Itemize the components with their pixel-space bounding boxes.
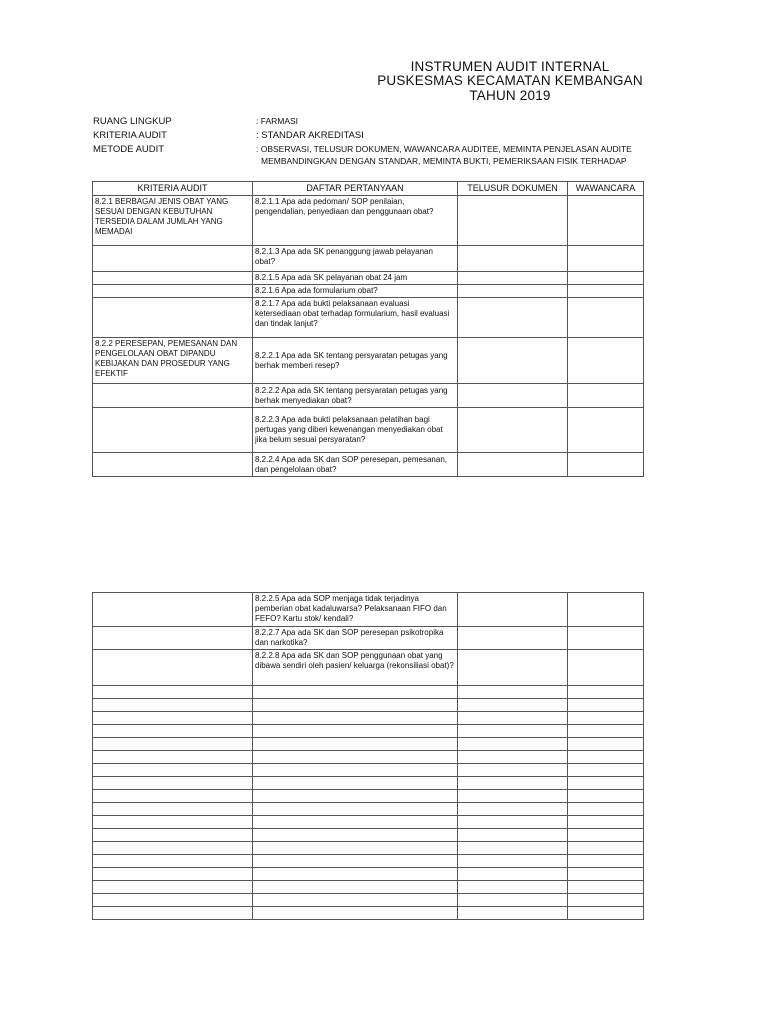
table-row-empty (93, 738, 644, 751)
table-row (93, 384, 644, 408)
table-row-empty (93, 712, 644, 725)
telusur-dokumen-cell[interactable] (458, 777, 568, 790)
wawancara-cell[interactable] (568, 298, 644, 338)
telusur-dokumen-cell[interactable] (458, 272, 568, 285)
pertanyaan-cell (253, 686, 458, 699)
kriteria-audit-value: : STANDAR AKREDITASI (256, 130, 364, 141)
wawancara-cell[interactable] (568, 196, 644, 246)
telusur-dokumen-cell[interactable] (458, 285, 568, 298)
kriteria-cell (93, 453, 253, 477)
telusur-dokumen-cell[interactable] (458, 196, 568, 246)
doc-title-line1: INSTRUMEN AUDIT INTERNAL (410, 59, 610, 74)
kriteria-cell (93, 816, 253, 829)
telusur-dokumen-cell[interactable] (458, 712, 568, 725)
kriteria-cell (93, 593, 253, 627)
pertanyaan-cell: 8.2.2.7 Apa ada SK dan SOP peresepan psikotropika dan narkotika? (253, 627, 458, 650)
table-row (93, 408, 644, 453)
table-row-empty (93, 686, 644, 699)
kriteria-cell (93, 650, 253, 686)
kriteria-cell (93, 712, 253, 725)
ruang-lingkup-label: RUANG LINGKUP (93, 116, 172, 127)
kriteria-cell (93, 298, 253, 338)
doc-title-line3: TAHUN 2019 (469, 88, 551, 103)
pertanyaan-cell (253, 894, 458, 907)
wawancara-cell[interactable] (568, 699, 644, 712)
metode-audit-label: METODE AUDIT (93, 144, 165, 155)
table-row-empty (93, 751, 644, 764)
table-row-empty (93, 881, 644, 894)
pertanyaan-cell: 8.2.2.4 Apa ada SK dan SOP peresepan, pemesanan, dan pengelolaan obat? (253, 453, 458, 477)
kriteria-cell (93, 725, 253, 738)
pertanyaan-cell (253, 881, 458, 894)
pertanyaan-cell: 8.2.1.5 Apa ada SK pelayanan obat 24 jam (253, 272, 458, 285)
telusur-dokumen-cell[interactable] (458, 816, 568, 829)
telusur-dokumen-cell[interactable] (458, 593, 568, 627)
telusur-dokumen-cell[interactable] (458, 725, 568, 738)
telusur-dokumen-cell[interactable] (458, 338, 568, 384)
pertanyaan-cell (253, 712, 458, 725)
wawancara-cell[interactable] (568, 790, 644, 803)
kriteria-cell (93, 285, 253, 298)
telusur-dokumen-cell[interactable] (458, 868, 568, 881)
wawancara-cell[interactable] (568, 855, 644, 868)
pertanyaan-cell (253, 699, 458, 712)
table-row (93, 593, 644, 627)
table-row-empty (93, 803, 644, 816)
wawancara-cell[interactable] (568, 894, 644, 907)
telusur-dokumen-cell[interactable] (458, 453, 568, 477)
audit-table-page2 (92, 592, 644, 920)
pertanyaan-cell (253, 751, 458, 764)
telusur-dokumen-cell[interactable] (458, 894, 568, 907)
telusur-dokumen-cell[interactable] (458, 855, 568, 868)
pertanyaan-cell: 8.2.1.1 Apa ada pedoman/ SOP penilaian, pengendalian, penyediaan dan penggunaan obat? (253, 196, 458, 246)
table-row (93, 650, 644, 686)
kriteria-cell (93, 868, 253, 881)
kriteria-cell: 8.2.2 PERESEPAN, PEMESANAN DAN PENGELOLAAN OBAT DIPANDU KEBIJAKAN DAN PROSEDUR YANG EFEKTIF (93, 338, 253, 384)
telusur-dokumen-cell[interactable] (458, 907, 568, 920)
wawancara-cell[interactable] (568, 246, 644, 272)
kriteria-cell (93, 627, 253, 650)
metode-audit-value-line2: MEMBANDINGKAN DENGAN STANDAR, MEMINTA BUKTI, PEMERIKSAAN FISIK TERHADAP (261, 156, 627, 166)
table-row-empty (93, 907, 644, 920)
wawancara-cell[interactable] (568, 751, 644, 764)
pertanyaan-cell (253, 738, 458, 751)
wawancara-cell[interactable] (568, 593, 644, 627)
table-row (93, 246, 644, 272)
wawancara-cell[interactable] (568, 777, 644, 790)
audit-table-page1 (92, 181, 644, 477)
wawancara-cell[interactable] (568, 738, 644, 751)
table-row (93, 298, 644, 338)
kriteria-cell (93, 829, 253, 842)
kriteria-cell (93, 699, 253, 712)
pertanyaan-cell: 8.2.1.3 Apa ada SK penanggung jawab pelayanan obat? (253, 246, 458, 272)
telusur-dokumen-cell[interactable] (458, 650, 568, 686)
telusur-dokumen-cell[interactable] (458, 790, 568, 803)
telusur-dokumen-cell[interactable] (458, 738, 568, 751)
wawancara-cell[interactable] (568, 650, 644, 686)
kriteria-cell (93, 686, 253, 699)
table-row (93, 272, 644, 285)
table-row-empty (93, 699, 644, 712)
table-row (93, 196, 644, 246)
wawancara-cell[interactable] (568, 764, 644, 777)
table-row-empty (93, 868, 644, 881)
ruang-lingkup-value: : FARMASI (256, 116, 299, 126)
pertanyaan-cell (253, 725, 458, 738)
kriteria-cell (93, 272, 253, 285)
table-row-empty (93, 842, 644, 855)
kriteria-cell (93, 803, 253, 816)
pertanyaan-cell (253, 764, 458, 777)
telusur-dokumen-cell[interactable] (458, 751, 568, 764)
kriteria-cell (93, 738, 253, 751)
wawancara-cell[interactable] (568, 453, 644, 477)
kriteria-cell (93, 894, 253, 907)
header-daftar-pertanyaan: DAFTAR PERTANYAAN (253, 182, 458, 196)
table-row-empty (93, 816, 644, 829)
pertanyaan-cell (253, 803, 458, 816)
header-kriteria-audit: KRITERIA AUDIT (93, 182, 253, 196)
kriteria-cell (93, 751, 253, 764)
wawancara-cell[interactable] (568, 842, 644, 855)
header-wawancara: WAWANCARA (568, 182, 644, 196)
table-row-empty (93, 829, 644, 842)
wawancara-cell[interactable] (568, 907, 644, 920)
wawancara-cell[interactable] (568, 868, 644, 881)
telusur-dokumen-cell[interactable] (458, 803, 568, 816)
wawancara-cell[interactable] (568, 338, 644, 384)
table-row-empty (93, 725, 644, 738)
table-row-empty (93, 894, 644, 907)
pertanyaan-cell: 8.2.2.5 Apa ada SOP menjaga tidak terjadinya pemberian obat kadaluwarsa? Pelaksanaan FIFO dan FEFO? Kartu stok/ kendali? (253, 593, 458, 627)
kriteria-cell (93, 842, 253, 855)
pertanyaan-cell (253, 777, 458, 790)
telusur-dokumen-cell[interactable] (458, 686, 568, 699)
telusur-dokumen-cell[interactable] (458, 384, 568, 408)
wawancara-cell[interactable] (568, 686, 644, 699)
pertanyaan-cell (253, 790, 458, 803)
kriteria-cell (93, 881, 253, 894)
pertanyaan-cell: 8.2.2.2 Apa ada SK tentang persyaratan petugas yang berhak menyediakan obat? (253, 384, 458, 408)
wawancara-cell[interactable] (568, 272, 644, 285)
pertanyaan-cell: 8.2.1.6 Apa ada formularium obat? (253, 285, 458, 298)
table-row (93, 453, 644, 477)
wawancara-cell[interactable] (568, 881, 644, 894)
kriteria-cell: 8.2.1 BERBAGAI JENIS OBAT YANG SESUAI DENGAN KEBUTUHAN TERSEDIA DALAM JUMLAH YANG MEMADAI (93, 196, 253, 246)
telusur-dokumen-cell[interactable] (458, 408, 568, 453)
wawancara-cell[interactable] (568, 384, 644, 408)
wawancara-cell[interactable] (568, 712, 644, 725)
wawancara-cell[interactable] (568, 816, 644, 829)
pertanyaan-cell (253, 855, 458, 868)
pertanyaan-cell (253, 907, 458, 920)
table-row-empty (93, 764, 644, 777)
pertanyaan-cell (253, 842, 458, 855)
pertanyaan-cell: 8.2.2.3 Apa ada bukti pelaksanaan pelatihan bagi pertugas yang diberi kewenangan menyediakan obat jika belum sesuai persyaratan? (253, 408, 458, 453)
table-row (93, 285, 644, 298)
telusur-dokumen-cell[interactable] (458, 842, 568, 855)
pertanyaan-cell: 8.2.2.8 Apa ada SK dan SOP penggunaan obat yang dibawa sendiri oleh pasien/ keluarga (rekonsiliasi obat)? (253, 650, 458, 686)
telusur-dokumen-cell[interactable] (458, 881, 568, 894)
pertanyaan-cell: 8.2.2.1 Apa ada SK tentang persyaratan petugas yang berhak memberi resep? (253, 338, 458, 384)
telusur-dokumen-cell[interactable] (458, 627, 568, 650)
telusur-dokumen-cell[interactable] (458, 298, 568, 338)
table-row (93, 338, 644, 384)
wawancara-cell[interactable] (568, 829, 644, 842)
kriteria-cell (93, 855, 253, 868)
table-row-empty (93, 790, 644, 803)
kriteria-cell (93, 246, 253, 272)
wawancara-cell[interactable] (568, 627, 644, 650)
wawancara-cell[interactable] (568, 803, 644, 816)
pertanyaan-cell (253, 868, 458, 881)
kriteria-cell (93, 790, 253, 803)
header-telusur-dokumen: TELUSUR DOKUMEN (458, 182, 568, 196)
doc-title-line2: PUSKESMAS KECAMATAN KEMBANGAN (377, 73, 643, 88)
pertanyaan-cell: 8.2.1.7 Apa ada bukti pelaksanaan evaluasi ketersediaan obat terhadap formularium, hasil evaluasi dan tindak lanjut? (253, 298, 458, 338)
wawancara-cell[interactable] (568, 408, 644, 453)
table-header-row (93, 182, 644, 196)
kriteria-cell (93, 408, 253, 453)
telusur-dokumen-cell[interactable] (458, 764, 568, 777)
table-row-empty (93, 777, 644, 790)
pertanyaan-cell (253, 829, 458, 842)
kriteria-cell (93, 777, 253, 790)
metode-audit-value-line1: : OBSERVASI, TELUSUR DOKUMEN, WAWANCARA AUDITEE, MEMINTA PENJELASAN AUDITE (256, 144, 632, 154)
telusur-dokumen-cell[interactable] (458, 829, 568, 842)
pertanyaan-cell (253, 816, 458, 829)
table-row (93, 627, 644, 650)
wawancara-cell[interactable] (568, 285, 644, 298)
kriteria-cell (93, 384, 253, 408)
kriteria-audit-label: KRITERIA AUDIT (93, 130, 167, 141)
wawancara-cell[interactable] (568, 725, 644, 738)
kriteria-cell (93, 764, 253, 777)
telusur-dokumen-cell[interactable] (458, 246, 568, 272)
telusur-dokumen-cell[interactable] (458, 699, 568, 712)
kriteria-cell (93, 907, 253, 920)
table-row-empty (93, 855, 644, 868)
